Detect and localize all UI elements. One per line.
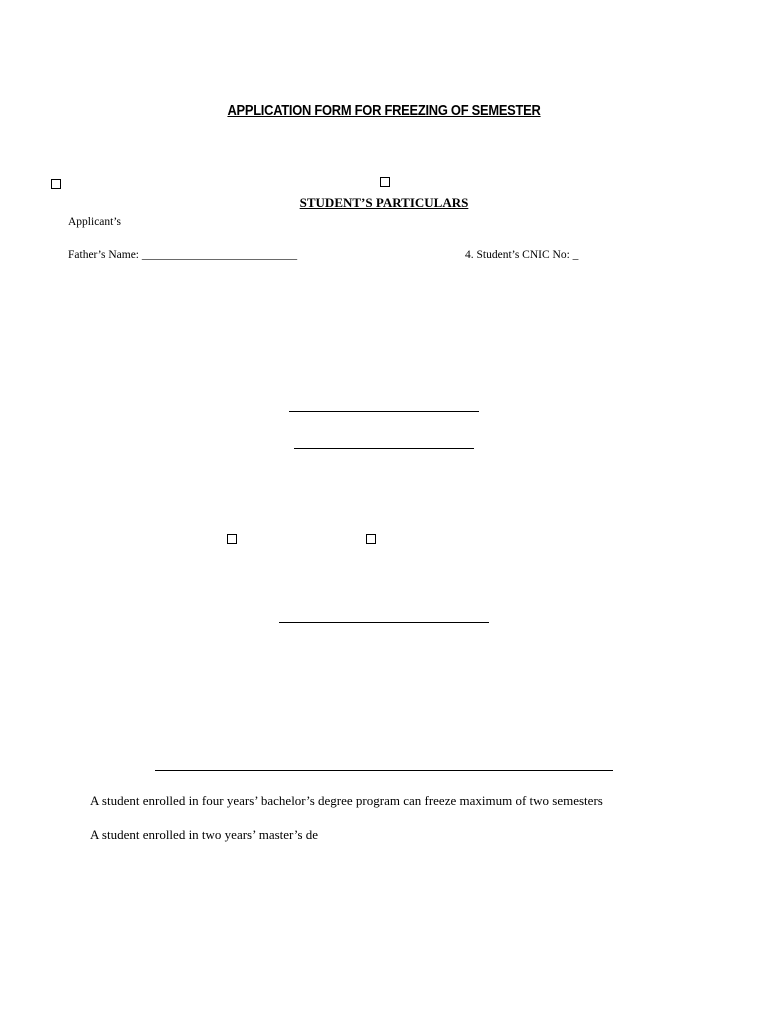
- student-cnic-field[interactable]: 4. Student’s CNIC No: _: [465, 249, 579, 261]
- checkbox-option-1[interactable]: [227, 534, 237, 544]
- signature-line-2: [294, 448, 474, 449]
- signature-line-4: [155, 770, 613, 771]
- checkbox-top-center[interactable]: [380, 177, 390, 187]
- checkbox-top-left[interactable]: [51, 179, 61, 189]
- fathers-name-field[interactable]: Father’s Name: ___________________________: [68, 249, 298, 261]
- signature-line-3: [279, 622, 489, 623]
- note-bachelor-freeze: A student enrolled in four years’ bachelor’s degree program can freeze maximum of two semesters: [90, 793, 603, 808]
- note-master-freeze: A student enrolled in two years’ master’s de: [90, 827, 319, 842]
- checkbox-option-2[interactable]: [366, 534, 376, 544]
- section-heading-students-particulars: STUDENT’S PARTICULARS: [299, 195, 469, 210]
- signature-line-1: [289, 411, 479, 412]
- applicant-label: Applicant’s: [68, 216, 122, 228]
- form-title: APPLICATION FORM FOR FREEZING OF SEMESTER: [227, 102, 541, 119]
